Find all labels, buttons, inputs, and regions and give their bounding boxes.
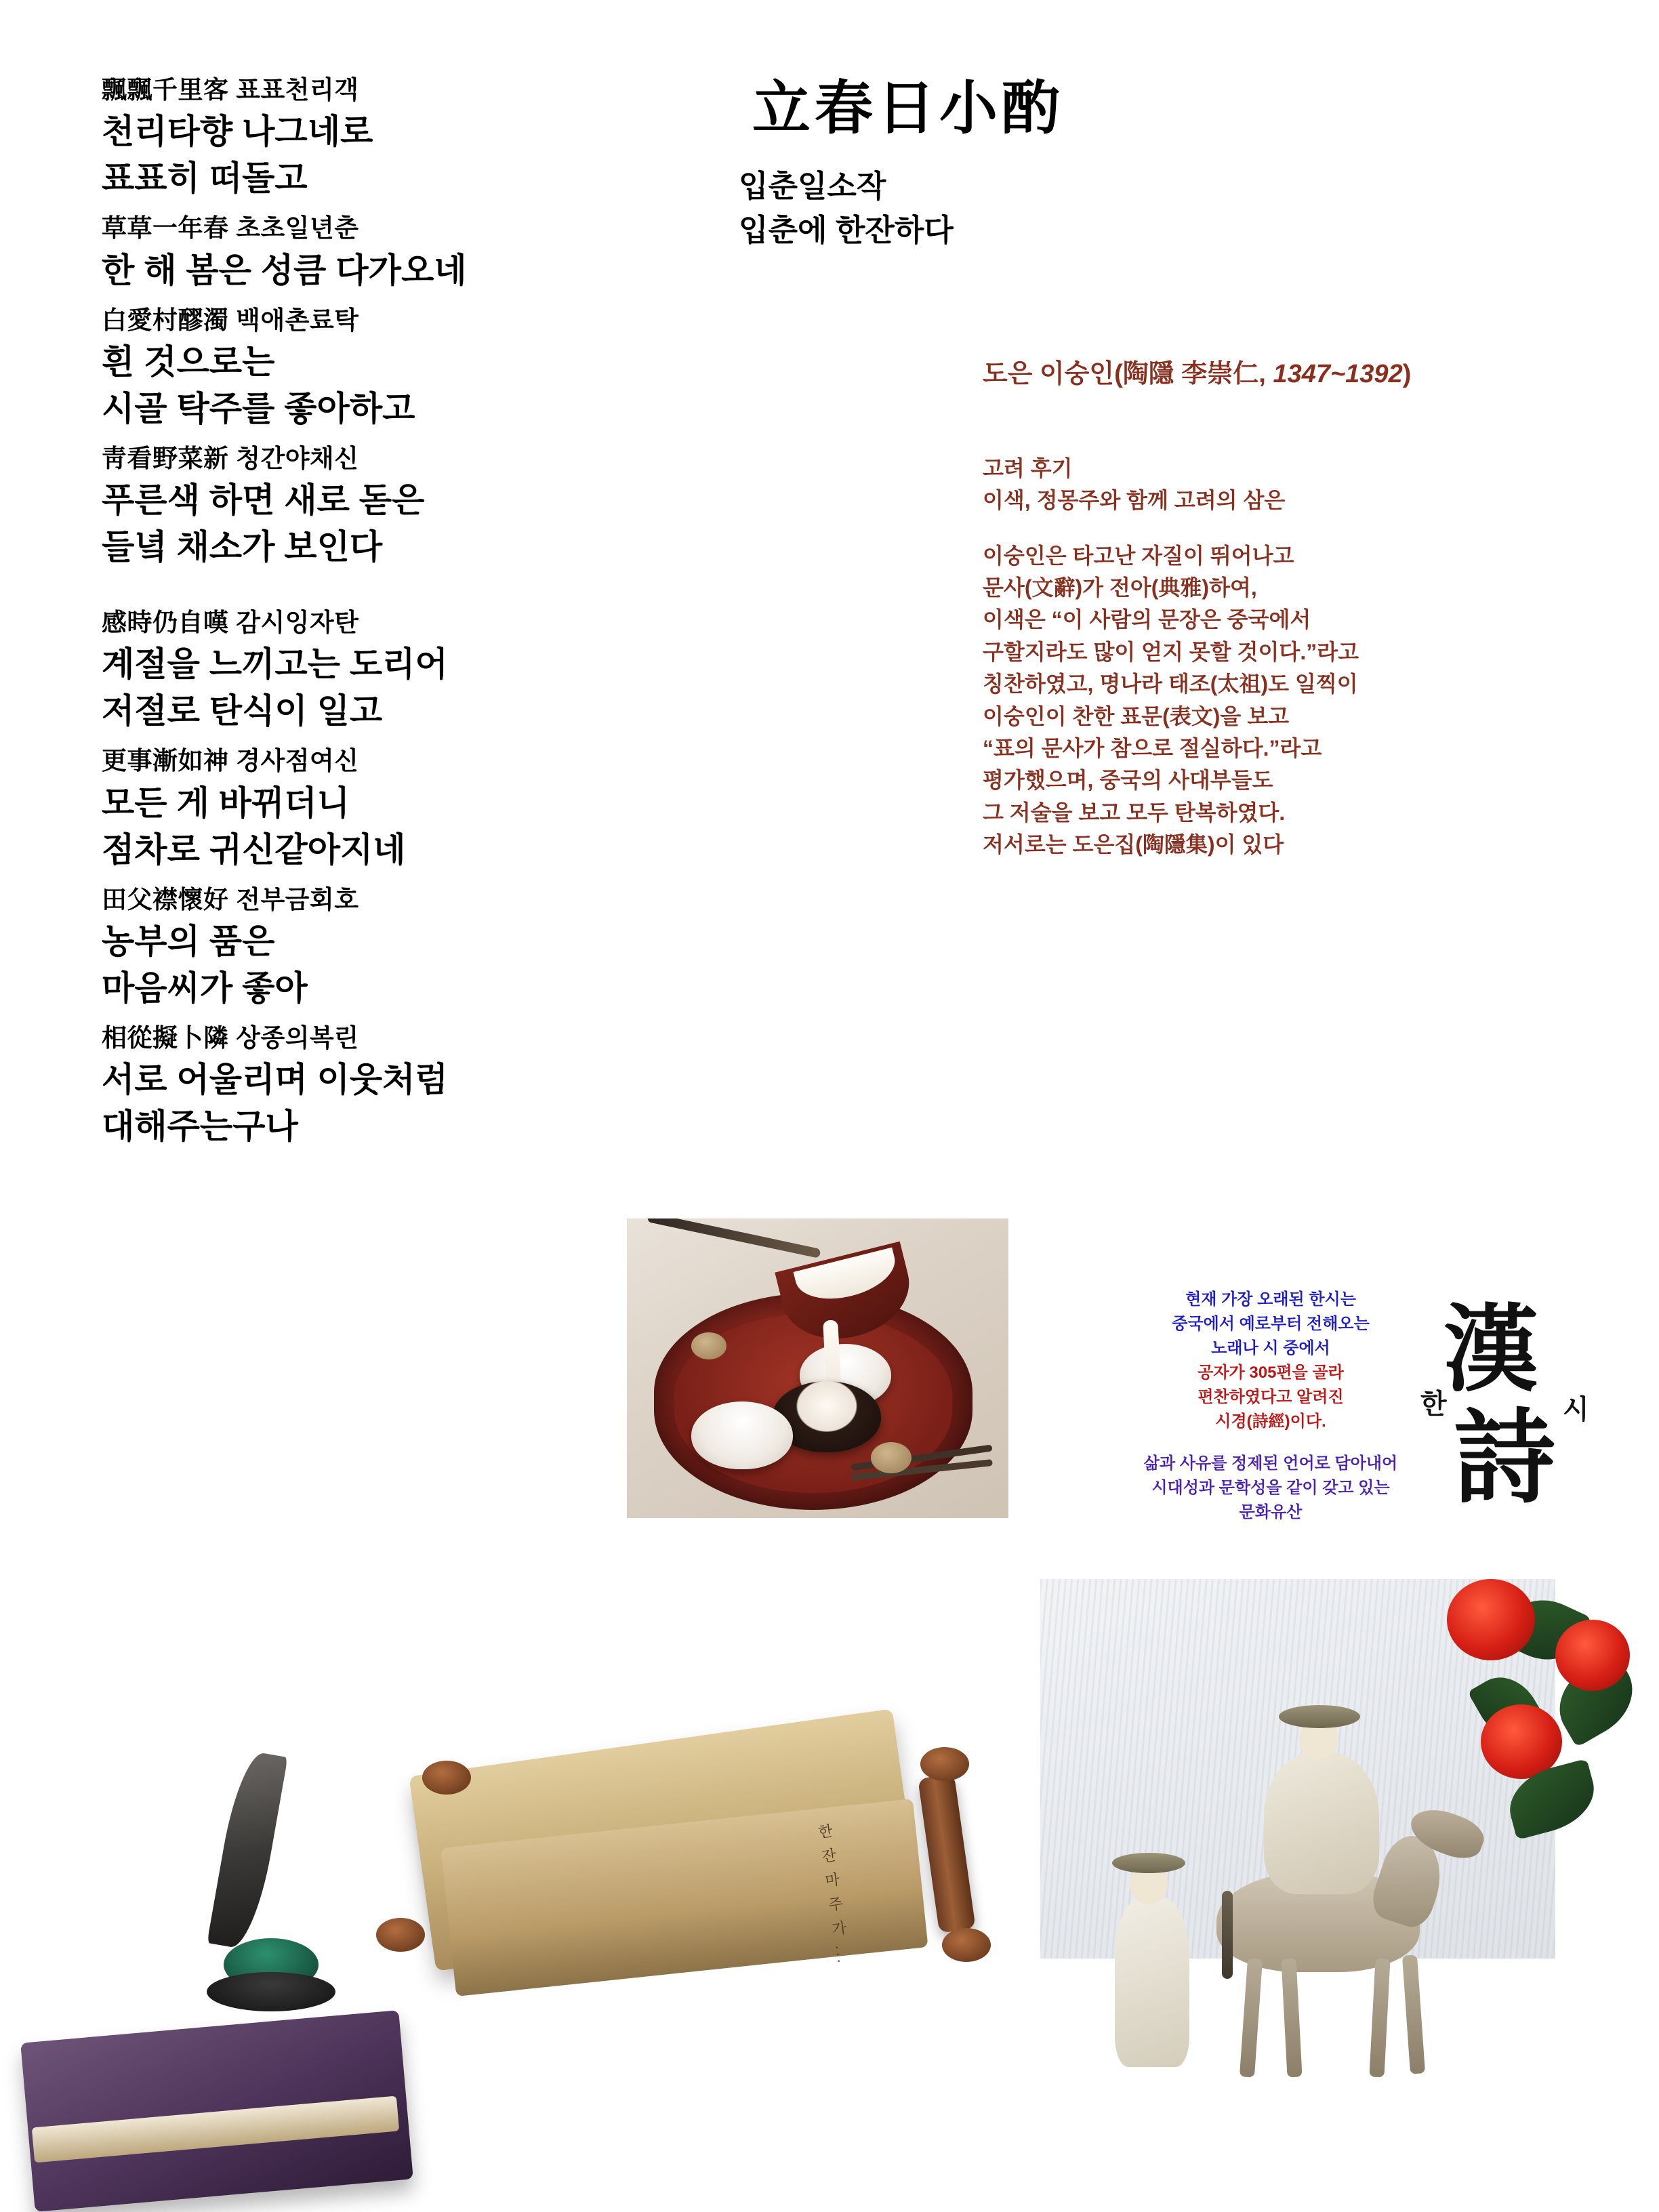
bio-line: “표의 문사가 참으로 절실하다.”라고 — [983, 735, 1322, 760]
horse-leg-shape — [1240, 1958, 1263, 2077]
bio-line: 그 저술을 보고 모두 탄복하였다. — [983, 800, 1286, 825]
side-dish-shape — [691, 1332, 726, 1359]
bio-line: 구할지라도 많이 얻지 못할 것이다.”라고 — [983, 639, 1359, 664]
title-block — [739, 61, 1586, 253]
caption-line: 현재 가장 오래된 한시는 — [1185, 1290, 1356, 1309]
rider-hat-shape — [1279, 1705, 1360, 1728]
scroll-knob-shape — [376, 1918, 425, 1952]
caption-line-highlight: 시경(詩經)이다. — [1215, 1412, 1326, 1431]
bio-spacer — [983, 517, 1593, 540]
bio-line: 이색, 정몽주와 함께 고려의 삼은 — [983, 488, 1286, 513]
horse-leg-shape — [1281, 1959, 1302, 2078]
caption-line: 중국에서 예로부터 전해오는 — [1172, 1315, 1370, 1333]
poem-korean-line: 시골 탁주를 좋아하고 — [102, 389, 415, 428]
poem-korean-line: 푸른색 하면 새로 돋은 — [102, 481, 425, 519]
title-translation: 입춘에 한잔하다 — [739, 213, 954, 248]
poem-couplet — [102, 1023, 779, 1149]
bio-line: 고려 후기 — [983, 456, 1073, 480]
bio-line: 칭찬하였고, 명나라 태조(太祖)도 일찍이 — [983, 672, 1358, 697]
poem-korean-line: 농부의 품은 — [102, 922, 275, 960]
poem-couplet — [102, 607, 779, 733]
scroll-knob-shape — [920, 1747, 969, 1781]
poem-couplet — [102, 213, 779, 292]
servant-body-shape — [1115, 1898, 1189, 2067]
poem-stanza-2 — [102, 607, 779, 1149]
poem-korean-line: 점차로 귀신같아지네 — [102, 830, 406, 869]
bio-line: 저서로는 도은집(陶隱集)이 있다 — [983, 832, 1284, 857]
poem-couplet — [102, 443, 779, 569]
bio-line: 이숭인은 타고난 자질이 뛰어나고 — [983, 543, 1294, 568]
title-romanization: 입춘일소작 — [739, 169, 886, 203]
poem-couplet — [102, 305, 779, 431]
author-name: 도은 이숭인(陶隱 李崇仁, — [983, 360, 1273, 388]
bio-line: 이숭인이 찬한 표문(表文)을 보고 — [983, 703, 1290, 729]
poem-korean-line: 들녘 채소가 보인다 — [102, 528, 383, 566]
poem-korean-line: 마음씨가 좋아 — [102, 968, 308, 1007]
hanja-han-glyph: 漢 — [1443, 1294, 1539, 1406]
hanja-si-glyph: 詩 — [1454, 1398, 1556, 1517]
caption-line: 시대성과 문학성을 같이 갖고 있는 — [1151, 1479, 1390, 1497]
hangul-si-glyph: 시 — [1563, 1393, 1589, 1425]
scroll-and-quill-photo — [0, 1620, 1017, 2212]
scroll-knob-shape — [422, 1761, 471, 1795]
caption-line: 노래나 시 중에서 — [1211, 1339, 1330, 1357]
author-biography — [983, 453, 1593, 861]
poem-korean-line: 한 해 봄은 성큼 다가오네 — [102, 251, 467, 289]
author-line — [983, 352, 1411, 390]
poem-korean-line: 표표히 떠돌고 — [102, 159, 308, 198]
inkwell-base-shape — [207, 1972, 335, 2011]
caption-line-highlight: 공자가 305편을 골라 — [1197, 1364, 1344, 1382]
poem-hanja-line: 靑看野菜新 청간야채신 — [102, 444, 359, 472]
caption-line-highlight: 편찬하였다고 알려진 — [1197, 1388, 1344, 1406]
horse-leg-shape — [1369, 1959, 1390, 2078]
caption-line: 삶과 사유를 정제된 언어로 담아내어 — [1143, 1454, 1398, 1473]
bio-line: 평가했으며, 중국의 사대부들도 — [983, 768, 1273, 793]
poem-hanja-line: 白愛村醪濁 백애촌료탁 — [102, 306, 359, 334]
bio-line: 문사(文辭)가 전아(典雅)하여, — [983, 575, 1257, 600]
poem-korean-line: 모든 게 바뀌더니 — [102, 783, 350, 822]
bowl-shape — [691, 1401, 793, 1469]
caption-line: 문화유산 — [1239, 1503, 1303, 1521]
poem-korean-line: 계절을 느끼고는 도리어 — [102, 645, 448, 684]
author-dates: 1347~1392 — [1273, 360, 1403, 388]
poem-couplet — [102, 745, 779, 872]
poem-korean-line: 대해주는구나 — [102, 1107, 298, 1145]
poem-hanja-line: 感時仍自嘆 감시잉자탄 — [102, 609, 359, 636]
horse-rider-painting — [1040, 1579, 1659, 2212]
hangul-han-glyph: 한 — [1420, 1388, 1447, 1420]
poem-hanja-line: 相從擬卜隣 상종의복린 — [102, 1023, 359, 1052]
servant-hat-shape — [1112, 1853, 1185, 1873]
poem-hanja-line: 草草一年春 초초일년춘 — [102, 214, 359, 243]
quill-pen-shape — [207, 1749, 287, 1951]
poem-column — [102, 75, 779, 1161]
poem-stanza-1 — [102, 75, 779, 569]
poem-hanja-line: 更事漸如神 경사점여신 — [102, 747, 359, 775]
poem-couplet — [102, 75, 779, 201]
flower-shape — [1447, 1579, 1535, 1660]
horse-leg-shape — [1402, 1954, 1425, 2074]
poem-korean-line: 저절로 탄식이 일고 — [102, 692, 383, 731]
flower-shape — [1555, 1620, 1630, 1691]
poem-couplet — [102, 884, 779, 1010]
side-dish-shape — [871, 1442, 912, 1473]
poem-hanja-line: 田父襟懷好 전부금회호 — [102, 885, 359, 914]
poem-korean-line: 천리타향 나그네로 — [102, 112, 373, 151]
page-title: 立春日小酌 — [752, 76, 1064, 141]
ladle-handle-shape — [647, 1218, 821, 1258]
bio-line: 이색은 “이 사람의 문장은 중국에서 — [983, 607, 1311, 632]
rider-body-shape — [1264, 1752, 1379, 1894]
scroll-inscription: 한 잔 마 주 가 ... — [815, 1822, 853, 1967]
scroll-rod-shape — [918, 1774, 975, 1933]
makgeolli-tray-photo — [627, 1218, 1008, 1518]
hansi-calligraphy-mark — [1416, 1274, 1606, 1518]
author-paren-close: ) — [1402, 360, 1412, 388]
poem-hanja-line: 飄飄千里客 표표천리객 — [102, 76, 359, 104]
poem-korean-line: 흰 것으로는 — [102, 342, 275, 381]
harness-tassel-shape — [1222, 1891, 1233, 1979]
scroll-knob-shape — [942, 1928, 991, 1962]
poem-korean-line: 서로 어울리며 이웃처럼 — [102, 1061, 448, 1099]
